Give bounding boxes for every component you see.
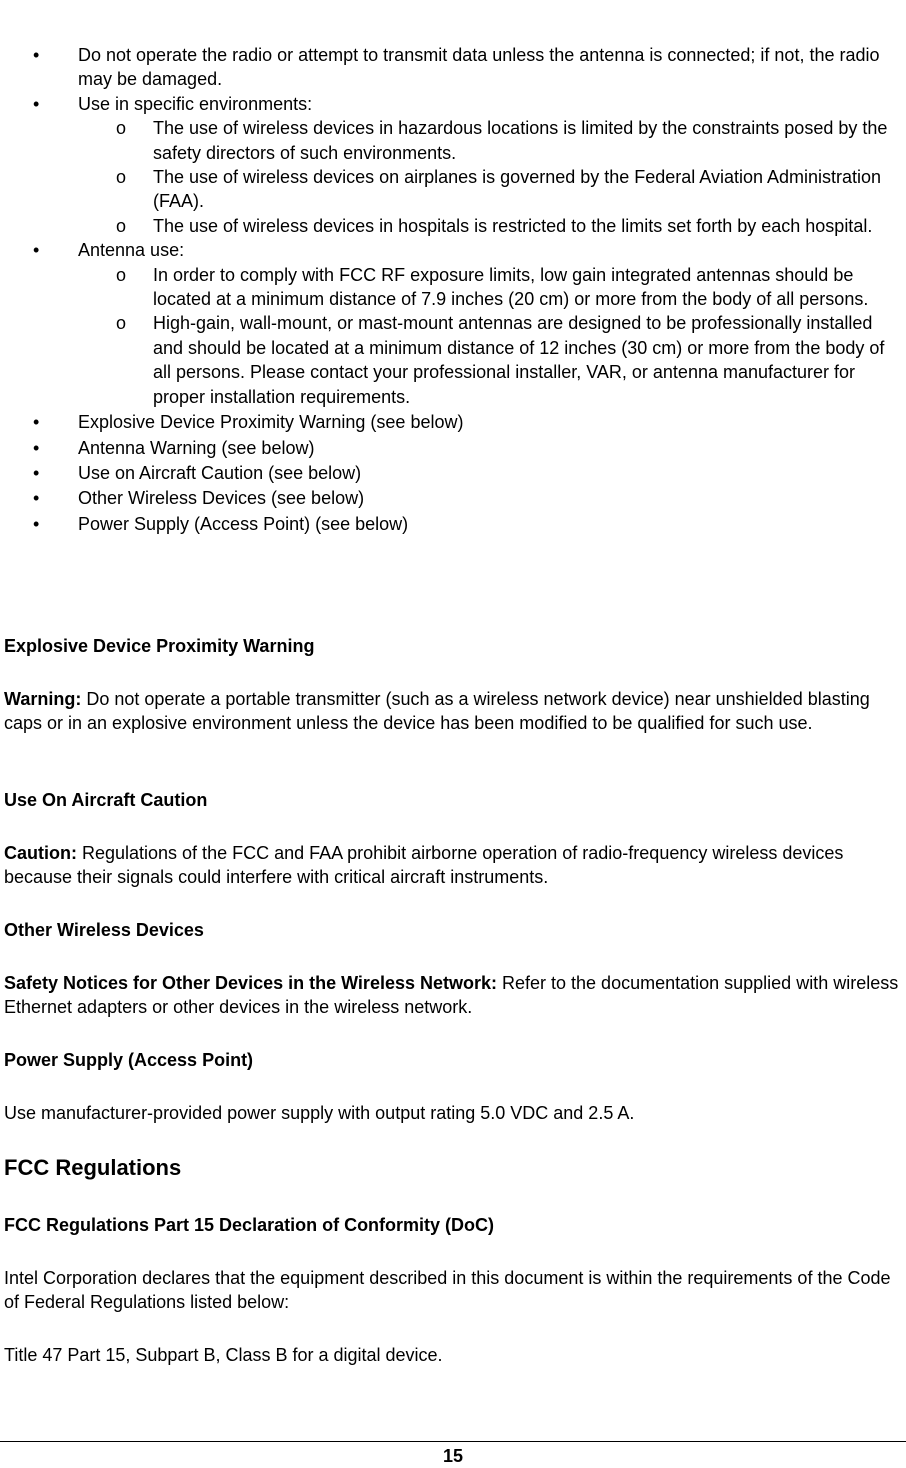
sub-bullet-icon: o [116, 264, 127, 285]
list-item: • Antenna Warning (see below) [0, 436, 906, 460]
bullet-icon: • [33, 462, 40, 483]
bullet-icon: • [33, 488, 40, 509]
page-number: 15 [442, 1446, 464, 1466]
bullet-icon: • [33, 412, 40, 433]
fcc-title: FCC Regulations [4, 1155, 182, 1180]
power-supply-paragraph: Use manufacturer-provided power supply with output rating 5.0 VDC and 2.5 A. [4, 1103, 635, 1123]
safety-bullet-list [0, 43, 906, 536]
sub-bullet-icon: o [116, 313, 127, 334]
bullet-icon: • [33, 437, 40, 458]
bullet-icon: • [33, 240, 40, 261]
sub-bullet-icon: o [116, 167, 127, 188]
list-item: • Use on Aircraft Caution (see below) [0, 461, 906, 485]
fcc-title47-paragraph: Title 47 Part 15, Subpart B, Class B for a digital device. [4, 1345, 443, 1365]
fcc-subheading: FCC Regulations Part 15 Declaration of Conformity (DoC) [4, 1215, 495, 1235]
bullet-icon: • [33, 513, 40, 534]
power-supply-heading: Power Supply (Access Point) [4, 1050, 254, 1070]
sub-bullet-icon: o [116, 118, 127, 139]
aircraft-heading: Use On Aircraft Caution [4, 790, 208, 810]
list-item: • Power Supply (Access Point) (see below) [0, 512, 906, 536]
list-item: • Antenna use: o In order to comply with FCC RF exposure limits, low gain integrated antennas should be located at a minimum distance of 7.9 inches (20 cm) or more from the body of all persons. o High-gain, wall-mount, or mast-mount antennas are designed to be professionally installed and should be located at a minimum distance of 12 inches (30 cm) or more from the body of all persons. Please contact your professional installer, VAR, or antenna manufacturer for proper installation requirements. [0, 238, 906, 409]
warning-label: Warning: [4, 689, 82, 709]
sub-list-item: o The use of wireless devices in hazardous locations is limited by the constraints posed by the safety directors of such environments. [116, 118, 888, 163]
explosive-heading: Explosive Device Proximity Warning [4, 636, 315, 656]
caution-label: Caution: [4, 843, 77, 863]
fcc-doc-paragraph: Intel Corporation declares that the equipment described in this document is within the requirements of the Code of Federal Regulations listed below: [4, 1268, 891, 1313]
sub-list-item: o The use of wireless devices on airplanes is governed by the Federal Aviation Administration (FAA). [116, 167, 882, 212]
aircraft-caution-paragraph: Caution: Regulations of the FCC and FAA prohibit airborne operation of radio-frequency wireless devices because their signals could interfere with critical aircraft instruments. [4, 843, 844, 888]
sub-list-item: o In order to comply with FCC RF exposure limits, low gain integrated antennas should be located at a minimum distance of 7.9 inches (20 cm) or more from the body of all persons. [116, 264, 869, 310]
sub-list-item: o The use of wireless devices in hospitals is restricted to the limits set forth by each hospital. [153, 214, 906, 238]
safety-notices-label: Safety Notices for Other Devices in the Wireless Network: [4, 973, 497, 993]
sub-bullet-icon: o [116, 215, 127, 236]
bullet-icon: • [33, 93, 40, 114]
antenna-sublist [78, 263, 906, 409]
list-item: • Other Wireless Devices (see below) [0, 486, 906, 510]
list-item: • Explosive Device Proximity Warning (see below) [0, 410, 906, 434]
list-item: • Use in specific environments: o The use of wireless devices in hazardous locations is limited by the constraints posed by the safety directors of such environments. o The use of wireless devices on airplanes is governed by the Federal Aviation Administration (FAA). o The use of wireless devices in hospitals is restricted to the limits set forth by each hospital. [0, 92, 906, 238]
list-item: • Do not operate the radio or attempt to transmit data unless the antenna is connected; if not, the radio may be damaged. [33, 45, 880, 90]
environments-sublist [78, 116, 906, 238]
footer-divider [0, 1441, 906, 1442]
bullet-icon: • [33, 45, 40, 65]
explosive-warning-paragraph: Warning: Do not operate a portable transmitter (such as a wireless network device) near unshielded blasting caps or in an explosive environment unless the device has been modified to be qualified for such use. [4, 689, 870, 734]
other-devices-heading: Other Wireless Devices [4, 920, 204, 940]
sub-list-item: o High-gain, wall-mount, or mast-mount antennas are designed to be professionally installed and should be located at a minimum distance of 12 inches (30 cm) or more from the body of all persons. Please contact your professional installer, VAR, or antenna manufacturer for proper installation requirements. [116, 313, 885, 407]
other-devices-paragraph: Safety Notices for Other Devices in the Wireless Network: Refer to the documentation supplied with wireless Ethernet adapters or other devices in the wireless network. [4, 973, 899, 1018]
